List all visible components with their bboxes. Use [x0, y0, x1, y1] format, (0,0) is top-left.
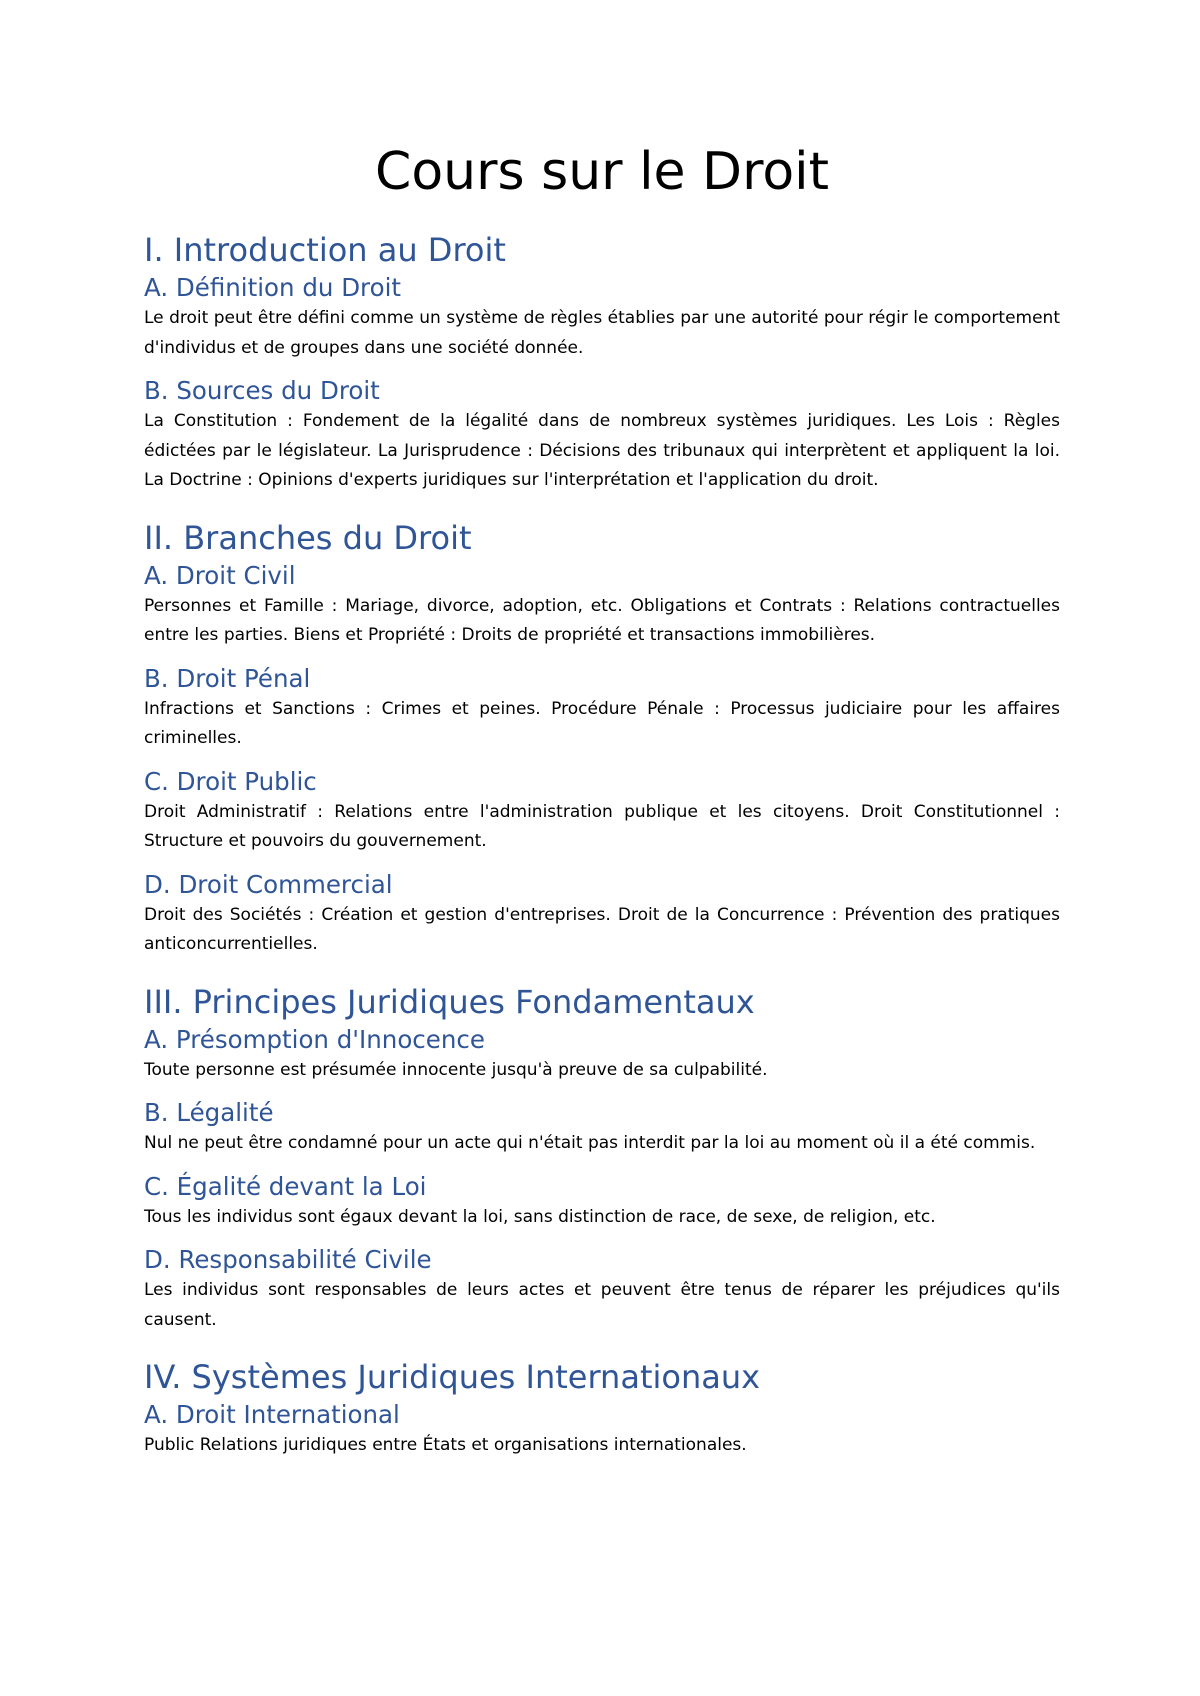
subsection-heading: D. Droit Commercial — [144, 869, 393, 899]
subsection-text: Personnes et Famille : Mariage, divorce, adoption, etc. Obligations et Contrats : Relations contractuelles entre les parties. Biens et Propriété : Droits de propriété et transactions immobilières. — [144, 595, 1060, 645]
subsection-text: Public Relations juridiques entre États et organisations internationales. — [144, 1435, 747, 1455]
section-principes — [144, 982, 1060, 1336]
subsection-heading: B. Légalité — [144, 1098, 274, 1127]
subsection-droit-public — [144, 766, 1060, 857]
subsection-heading: B. Droit Pénal — [144, 663, 311, 693]
subsection-text: Droit des Sociétés : Création et gestion d'entreprises. Droit de la Concurrence : Prévention des pratiques anticoncurrentielles. — [144, 904, 1060, 954]
subsection-egalite — [144, 1171, 1060, 1233]
subsection-responsabilite — [144, 1244, 1060, 1335]
subsection-text: Toute personne est présumée innocente jusqu'à preuve de sa culpabilité. — [144, 1059, 768, 1080]
section-heading: IV. Systèmes Juridiques Internationaux — [144, 1358, 761, 1396]
subsection-definition — [144, 272, 1060, 363]
subsection-heading: C. Égalité devant la Loi — [144, 1171, 427, 1201]
subsection-droit-penal — [144, 663, 1060, 754]
document-page — [144, 140, 1060, 1461]
subsection-text: Infractions et Sanctions : Crimes et peines. Procédure Pénale : Processus judiciaire pour les affaires criminelles. — [144, 698, 1060, 748]
subsection-presomption — [144, 1024, 1060, 1086]
subsection-text: Tous les individus sont égaux devant la loi, sans distinction de race, de sexe, de religion, etc. — [144, 1206, 936, 1227]
section-heading: II. Branches du Droit — [144, 518, 472, 557]
subsection-heading: C. Droit Public — [144, 766, 317, 796]
section-introduction — [144, 230, 1060, 496]
section-systemes — [144, 1357, 1060, 1461]
subsection-heading: B. Sources du Droit — [144, 376, 380, 405]
subsection-heading: A. Droit International — [144, 1400, 400, 1429]
subsection-heading: D. Responsabilité Civile — [144, 1245, 432, 1274]
subsection-heading: A. Droit Civil — [144, 560, 296, 590]
subsection-droit-international — [144, 1399, 1060, 1461]
subsection-text: La Constitution : Fondement de la légalité dans de nombreux systèmes juridiques. Les Lois : Règles édictées par le législateur. La Jurisprudence : Décisions des tribunaux qui interprètent et appliquent la loi. La Doctrine : Opinions d'experts juridiques sur l'interprétation et l'application du droit. — [144, 411, 1060, 490]
subsection-legalite — [144, 1097, 1060, 1159]
subsection-heading: A. Présomption d'Innocence — [144, 1024, 485, 1054]
document-title: Cours sur le Droit — [375, 142, 829, 202]
subsection-droit-commercial — [144, 869, 1060, 960]
section-heading: III. Principes Juridiques Fondamentaux — [144, 982, 755, 1021]
subsection-text: Nul ne peut être condamné pour un acte qui n'était pas interdit par la loi au moment où il a été commis. — [144, 1133, 1036, 1153]
subsection-heading: A. Définition du Droit — [144, 273, 401, 302]
subsection-text: Droit Administratif : Relations entre l'administration publique et les citoyens. Droit Constitutionnel : Structure et pouvoirs du gouvernement. — [144, 801, 1060, 851]
subsection-text: Les individus sont responsables de leurs actes et peuvent être tenus de réparer les préjudices qu'ils causent. — [144, 1280, 1060, 1330]
subsection-text: Le droit peut être défini comme un système de règles établies par une autorité pour régir le comportement d'individus et de groupes dans une société donnée. — [144, 308, 1060, 358]
section-branches — [144, 518, 1060, 960]
subsection-droit-civil — [144, 560, 1060, 651]
subsection-sources — [144, 375, 1060, 496]
section-heading: I. Introduction au Droit — [144, 231, 506, 269]
